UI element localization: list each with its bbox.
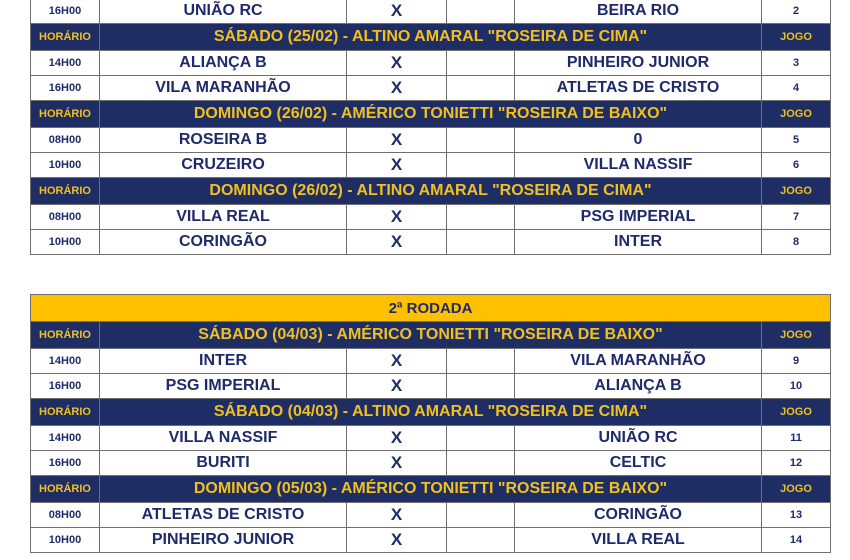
game-time: 10H00 xyxy=(31,230,100,255)
game-row xyxy=(31,528,831,553)
versus-mark: X xyxy=(347,0,447,24)
game-number: 6 xyxy=(762,153,831,178)
home-team: VILA MARANHÃO xyxy=(100,76,347,101)
game-row xyxy=(31,205,831,230)
home-team: PSG IMPERIAL xyxy=(100,374,347,399)
day-header-row xyxy=(31,476,831,503)
game-row xyxy=(31,51,831,76)
game-number: 13 xyxy=(762,503,831,528)
horario-label: HORÁRIO xyxy=(31,322,100,349)
game-number: 11 xyxy=(762,426,831,451)
game-time: 08H00 xyxy=(31,128,100,153)
game-number: 2 xyxy=(762,0,831,24)
jogo-label: JOGO xyxy=(762,24,831,51)
away-team: VILLA REAL xyxy=(515,528,762,553)
game-time: 16H00 xyxy=(31,76,100,101)
day-venue-title: SÁBADO (25/02) - ALTINO AMARAL "ROSEIRA DE CIMA" xyxy=(100,24,762,51)
spacer-cell xyxy=(447,128,515,153)
horario-label: HORÁRIO xyxy=(31,399,100,426)
home-team: VILLA NASSIF xyxy=(100,426,347,451)
game-time: 16H00 xyxy=(31,451,100,476)
home-team: CORINGÃO xyxy=(100,230,347,255)
versus-mark: X xyxy=(347,528,447,553)
away-team: INTER xyxy=(515,230,762,255)
game-time: 14H00 xyxy=(31,51,100,76)
game-time: 10H00 xyxy=(31,528,100,553)
horario-label: HORÁRIO xyxy=(31,476,100,503)
away-team: CELTIC xyxy=(515,451,762,476)
game-row xyxy=(31,128,831,153)
spacer-cell xyxy=(447,51,515,76)
game-time: 14H00 xyxy=(31,426,100,451)
round-title: 2ª RODADA xyxy=(31,295,831,322)
home-team: ROSEIRA B xyxy=(100,128,347,153)
game-number: 4 xyxy=(762,76,831,101)
horario-label: HORÁRIO xyxy=(31,178,100,205)
day-header-row xyxy=(31,178,831,205)
versus-mark: X xyxy=(347,503,447,528)
game-time: 08H00 xyxy=(31,503,100,528)
spacer-cell xyxy=(447,76,515,101)
game-row xyxy=(31,0,831,24)
game-number: 10 xyxy=(762,374,831,399)
day-venue-title: DOMINGO (26/02) - AMÉRICO TONIETTI "ROSEIRA DE BAIXO" xyxy=(100,101,762,128)
game-time: 14H00 xyxy=(31,349,100,374)
game-time: 10H00 xyxy=(31,153,100,178)
home-team: ATLETAS DE CRISTO xyxy=(100,503,347,528)
away-team: PINHEIRO JUNIOR xyxy=(515,51,762,76)
game-time: 08H00 xyxy=(31,205,100,230)
horario-label: HORÁRIO xyxy=(31,101,100,128)
versus-mark: X xyxy=(347,374,447,399)
game-row xyxy=(31,451,831,476)
game-row xyxy=(31,374,831,399)
versus-mark: X xyxy=(347,205,447,230)
home-team: ALIANÇA B xyxy=(100,51,347,76)
spacer-cell xyxy=(447,426,515,451)
schedule-table-round-1 xyxy=(30,0,831,255)
spacer-cell xyxy=(447,0,515,24)
round-header-row xyxy=(31,295,831,322)
versus-mark: X xyxy=(347,230,447,255)
jogo-label: JOGO xyxy=(762,399,831,426)
home-team: VILLA REAL xyxy=(100,205,347,230)
home-team: PINHEIRO JUNIOR xyxy=(100,528,347,553)
versus-mark: X xyxy=(347,426,447,451)
home-team: BURITI xyxy=(100,451,347,476)
game-number: 9 xyxy=(762,349,831,374)
versus-mark: X xyxy=(347,451,447,476)
away-team: VILLA NASSIF xyxy=(515,153,762,178)
game-time: 16H00 xyxy=(31,0,100,24)
schedule-table-round-2 xyxy=(30,294,831,553)
versus-mark: X xyxy=(347,153,447,178)
game-number: 7 xyxy=(762,205,831,230)
game-number: 5 xyxy=(762,128,831,153)
day-header-row xyxy=(31,24,831,51)
spacer-cell xyxy=(447,528,515,553)
day-header-row xyxy=(31,101,831,128)
away-team: VILA MARANHÃO xyxy=(515,349,762,374)
versus-mark: X xyxy=(347,128,447,153)
home-team: CRUZEIRO xyxy=(100,153,347,178)
spacer-cell xyxy=(447,205,515,230)
spacer-cell xyxy=(447,374,515,399)
day-venue-title: DOMINGO (05/03) - AMÉRICO TONIETTI "ROSEIRA DE BAIXO" xyxy=(100,476,762,503)
game-number: 14 xyxy=(762,528,831,553)
jogo-label: JOGO xyxy=(762,476,831,503)
away-team: ALIANÇA B xyxy=(515,374,762,399)
game-time: 16H00 xyxy=(31,374,100,399)
spacer-cell xyxy=(447,349,515,374)
day-header-row xyxy=(31,399,831,426)
away-team: BEIRA RIO xyxy=(515,0,762,24)
game-row xyxy=(31,153,831,178)
day-venue-title: SÁBADO (04/03) - AMÉRICO TONIETTI "ROSEIRA DE BAIXO" xyxy=(100,322,762,349)
jogo-label: JOGO xyxy=(762,178,831,205)
versus-mark: X xyxy=(347,349,447,374)
away-team: PSG IMPERIAL xyxy=(515,205,762,230)
horario-label: HORÁRIO xyxy=(31,24,100,51)
versus-mark: X xyxy=(347,76,447,101)
away-team: 0 xyxy=(515,128,762,153)
day-venue-title: DOMINGO (26/02) - ALTINO AMARAL "ROSEIRA DE CIMA" xyxy=(100,178,762,205)
spacer-cell xyxy=(447,153,515,178)
spacer-cell xyxy=(447,230,515,255)
game-row xyxy=(31,426,831,451)
game-number: 8 xyxy=(762,230,831,255)
home-team: INTER xyxy=(100,349,347,374)
game-row xyxy=(31,503,831,528)
away-team: CORINGÃO xyxy=(515,503,762,528)
versus-mark: X xyxy=(347,51,447,76)
spacer-cell xyxy=(447,503,515,528)
jogo-label: JOGO xyxy=(762,322,831,349)
away-team: ATLETAS DE CRISTO xyxy=(515,76,762,101)
spacer-cell xyxy=(447,451,515,476)
away-team: UNIÃO RC xyxy=(515,426,762,451)
game-row xyxy=(31,230,831,255)
game-row xyxy=(31,349,831,374)
game-row xyxy=(31,76,831,101)
day-header-row xyxy=(31,322,831,349)
day-venue-title: SÁBADO (04/03) - ALTINO AMARAL "ROSEIRA DE CIMA" xyxy=(100,399,762,426)
home-team: UNIÃO RC xyxy=(100,0,347,24)
game-number: 3 xyxy=(762,51,831,76)
jogo-label: JOGO xyxy=(762,101,831,128)
game-number: 12 xyxy=(762,451,831,476)
